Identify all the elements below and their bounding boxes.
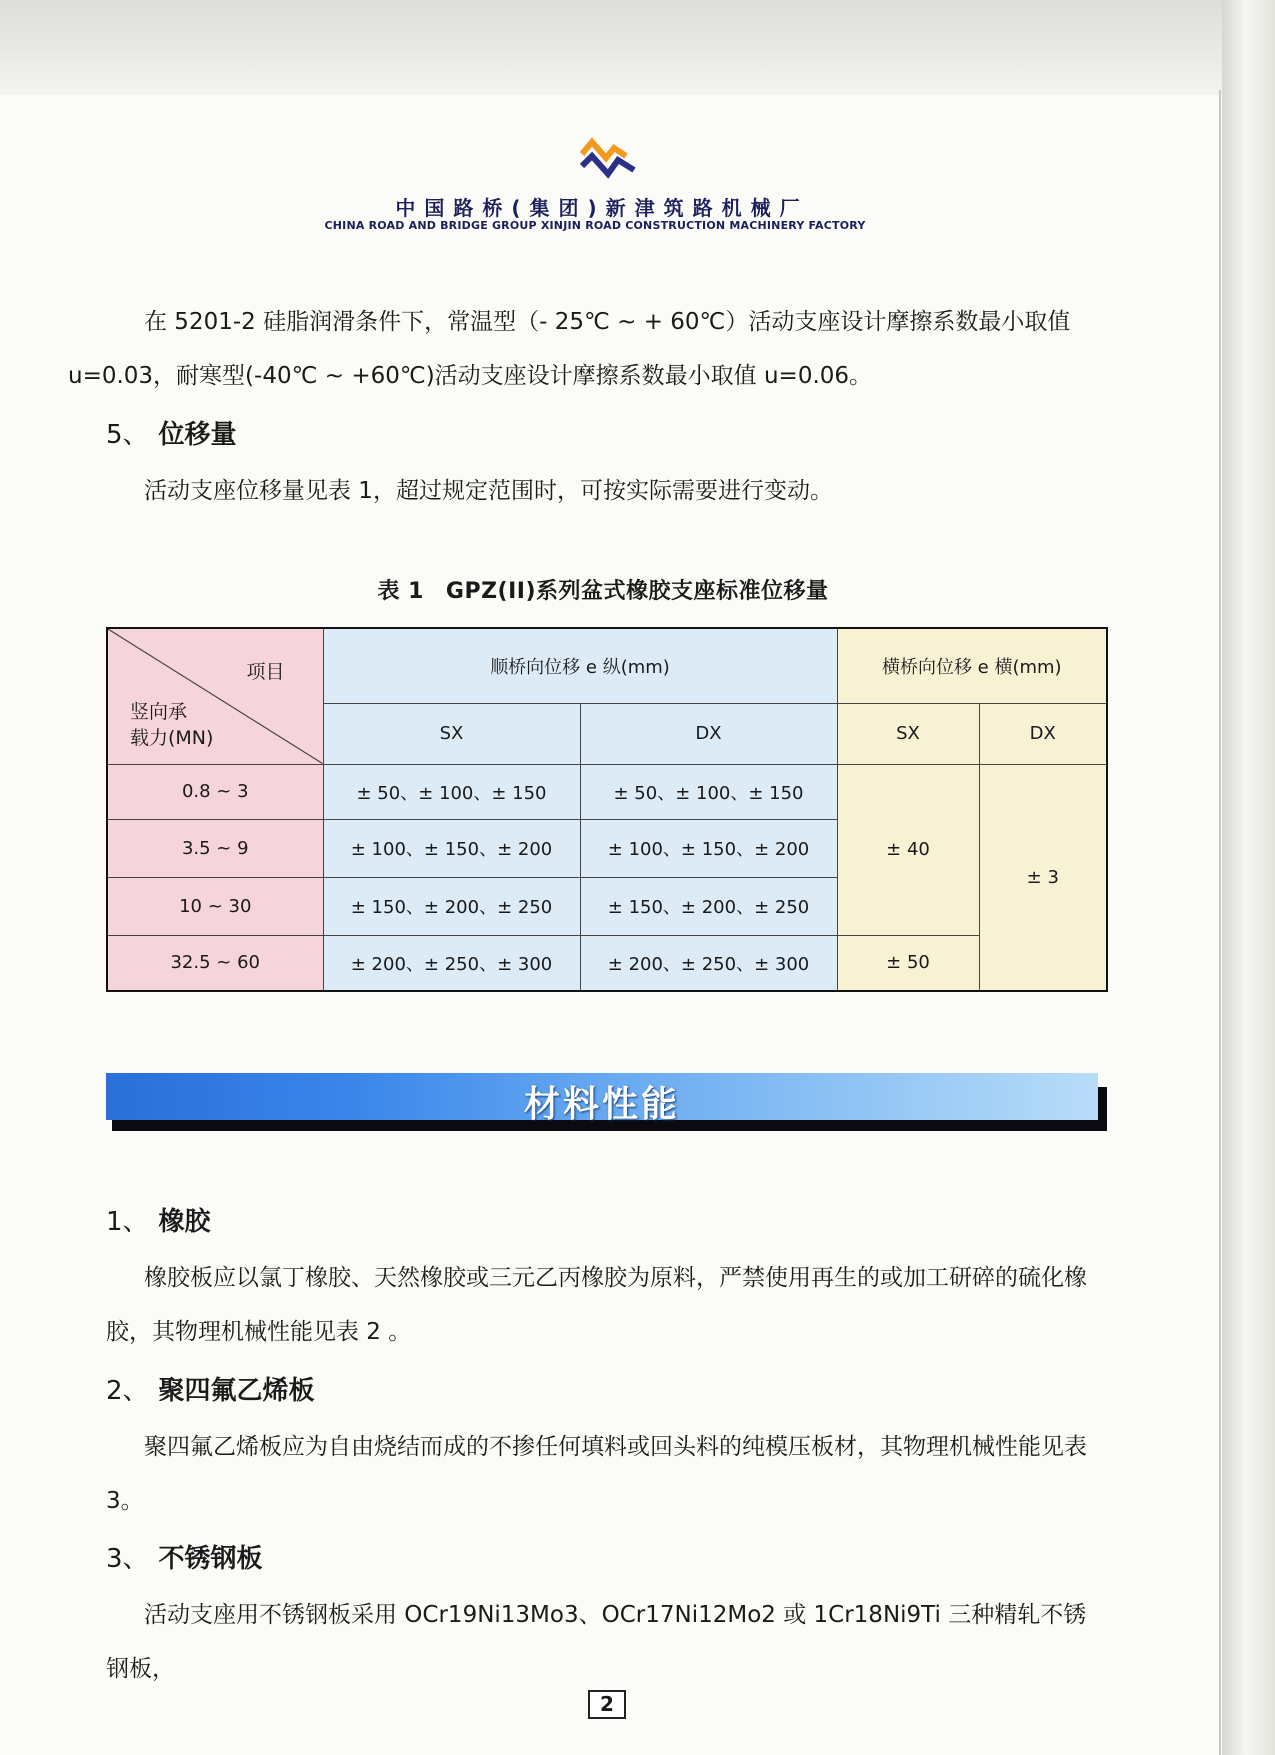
subheader-long-sx: SX [323, 703, 580, 764]
material-rubber-heading [106, 1201, 211, 1238]
material-rubber-text: 橡胶板应以氯丁橡胶、天然橡胶或三元乙丙橡胶为原料，严禁使用再生的或加工研碎的硫化橡胶，其物理机械性能见表 2 。 [106, 1265, 1087, 1345]
row-long-dx: ± 100、± 150、± 200 [580, 819, 837, 877]
section-5-number: 5、 [106, 420, 149, 450]
section-5-heading [106, 414, 237, 451]
material-rubber-number: 1、 [106, 1207, 149, 1237]
page-number: 2 [588, 1690, 626, 1719]
row-load: 32.5 ~ 60 [107, 935, 323, 991]
material-steel-title: 不锈钢板 [158, 1544, 263, 1574]
table-1-caption [0, 574, 1206, 605]
banner-title: 材料性能 [523, 1084, 680, 1125]
material-rubber-title: 橡胶 [158, 1207, 211, 1237]
table-corner-cell [107, 628, 323, 764]
trans-sx-upper: ± 40 [837, 764, 979, 935]
section-5-text: 活动支座位移量见表 1，超过规定范围时，可按实际需要进行变动。 [144, 478, 833, 504]
row-load: 10 ~ 30 [107, 877, 323, 935]
subheader-long-dx: DX [580, 703, 837, 764]
company-logo-icon [578, 136, 638, 186]
table-1-label: 表 1 [377, 579, 424, 604]
scan-top-shade [0, 0, 1275, 95]
subheader-trans-sx: SX [837, 703, 979, 764]
header-transverse: 横桥向位移 e 横(mm) [837, 628, 1107, 703]
row-long-dx: ± 150、± 200、± 250 [580, 877, 837, 935]
table-1-title: GPZ(II)系列盆式橡胶支座标准位移量 [445, 579, 829, 604]
company-name-cn: 中国路桥(集团)新津筑路机械厂 [395, 196, 809, 220]
corner-load-line-1: 竖向承 [130, 701, 188, 723]
material-ptfe-text: 聚四氟乙烯板应为自由烧结而成的不掺任何填料或回头料的纯模压板材，其物理机械性能见表 3。 [106, 1434, 1087, 1514]
row-long-dx: ± 50、± 100、± 150 [580, 764, 837, 819]
material-ptfe-title: 聚四氟乙烯板 [158, 1376, 315, 1406]
table-row [107, 764, 1107, 819]
section-5-title: 位移量 [158, 420, 237, 450]
section-banner [106, 1073, 1098, 1125]
intro-paragraph [68, 295, 1106, 403]
row-long-sx: ± 200、± 250、± 300 [323, 935, 580, 991]
intro-line-1: 在 5201-2 硅脂润滑条件下，常温型（- 25℃ ~ + 60℃）活动支座设计摩擦系数最小取值 [144, 309, 1071, 335]
header-longitudinal: 顺桥向位移 e 纵(mm) [323, 628, 837, 703]
material-ptfe-heading [106, 1370, 315, 1407]
corner-header-load [130, 699, 213, 751]
material-steel-number: 3、 [106, 1544, 149, 1574]
material-steel-heading [106, 1538, 263, 1575]
page-edge-line [1219, 90, 1221, 1755]
row-long-sx: ± 150、± 200、± 250 [323, 877, 580, 935]
row-load: 3.5 ~ 9 [107, 819, 323, 877]
trans-sx-lower: ± 50 [837, 935, 979, 991]
scan-right-edge [1222, 0, 1275, 1755]
company-name-en: CHINA ROAD AND BRIDGE GROUP XINJIN ROAD CONSTRUCTION MACHINERY FACTORY [324, 219, 866, 232]
material-ptfe-number: 2、 [106, 1376, 149, 1406]
material-steel-text: 活动支座用不锈钢板采用 OCr19Ni13Mo3、OCr17Ni12Mo2 或 1Cr18Ni9Ti 三种精轧不锈钢板， [106, 1602, 1087, 1682]
trans-dx: ± 3 [979, 764, 1107, 991]
table-1 [106, 627, 1108, 992]
row-load: 0.8 ~ 3 [107, 764, 323, 819]
corner-header-item: 项目 [246, 661, 285, 683]
corner-load-line-2: 载力(MN) [130, 727, 214, 749]
table-row [107, 935, 1107, 991]
row-long-sx: ± 50、± 100、± 150 [323, 764, 580, 819]
intro-line-2: u=0.03，耐寒型(-40℃ ~ +60℃)活动支座设计摩擦系数最小取值 u=0.06。 [68, 363, 873, 389]
row-long-dx: ± 200、± 250、± 300 [580, 935, 837, 991]
subheader-trans-dx: DX [979, 703, 1107, 764]
row-long-sx: ± 100、± 150、± 200 [323, 819, 580, 877]
